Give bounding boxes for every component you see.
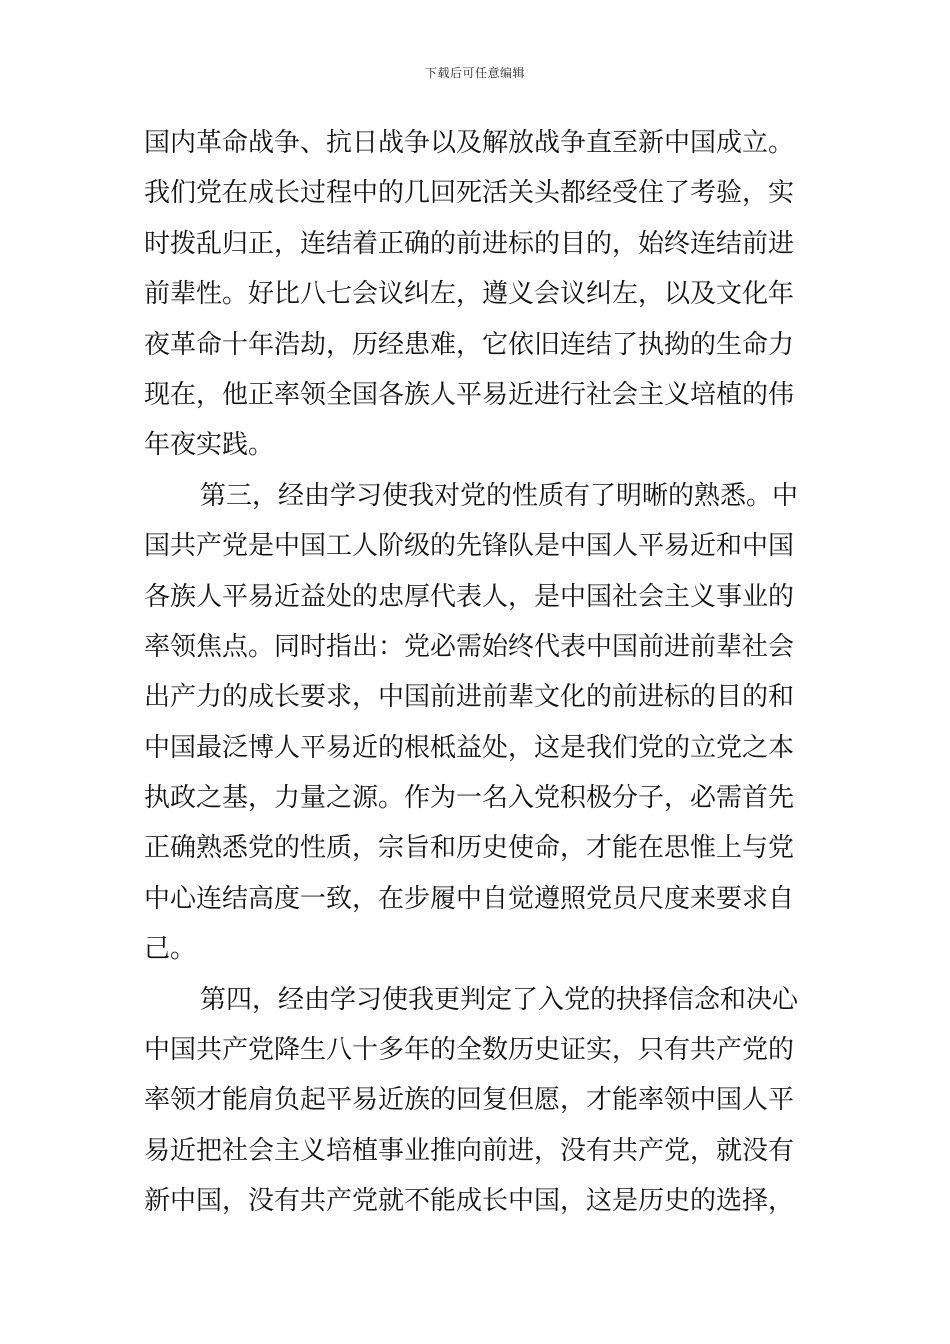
paragraph-start-line: 第三，经由学习使我对党的性质有了明晰的熟悉。中	[200, 480, 799, 511]
text-line: 率领焦点。同时指出：党必需始终代表中国前进前辈社会	[144, 631, 795, 662]
text-line: 各族人平易近益处的忠厚代表人，是中国社会主义事业的	[144, 581, 795, 612]
paragraph-start-line: 第四，经由学习使我更判定了入党的抉择信念和决心	[200, 984, 799, 1015]
text-line: 率领才能肩负起平易近族的回复但愿，才能率领中国人平	[144, 1085, 795, 1116]
text-line: 新中国，没有共产党就不能成长中国，这是历史的选择，	[144, 1186, 795, 1217]
text-line: 中心连结高度一致，在步履中自觉遵照党员尺度来要求自	[144, 883, 795, 914]
document-body	[144, 118, 810, 1227]
text-line: 时拨乱归正，连结着正确的前进标的目的，始终连结前进	[144, 228, 795, 259]
text-line: 国内革命战争、抗日战争以及解放战争直至新中国成立。	[144, 128, 795, 158]
text-line: 己。	[144, 934, 197, 965]
text-line: 国共产党是中国工人阶级的先锋队是中国人平易近和中国	[144, 531, 795, 562]
text-line: 执政之基，力量之源。作为一名入党积极分子，必需首先	[144, 783, 795, 814]
text-line: 易近把社会主义培植事业推向前进，没有共产党，就没有	[144, 1135, 795, 1166]
text-line: 现在，他正率领全国各族人平易近进行社会主义培植的伟	[144, 379, 795, 410]
page-header: 下载后可任意编辑	[424, 66, 525, 80]
text-line: 中国最泛博人平易近的根柢益处，这是我们党的立党之本	[144, 732, 795, 763]
text-line: 我们党在成长过程中的几回死活关头都经受住了考验，实	[144, 178, 795, 209]
text-line: 正确熟悉党的性质，宗旨和历史使命，才能在思惟上与党	[144, 833, 795, 864]
text-line: 前辈性。好比八七会议纠左，遵义会议纠左，以及文化年	[144, 279, 795, 310]
text-line: 夜革命十年浩劫，历经患难，它依旧连结了执拗的生命力	[144, 329, 795, 360]
text-line: 年夜实践。	[144, 430, 275, 461]
text-line: 中国共产党降生八十多年的全数历史证实，只有共产党的	[144, 1035, 795, 1066]
text-line: 出产力的成长要求，中国前进前辈文化的前进标的目的和	[144, 682, 795, 713]
